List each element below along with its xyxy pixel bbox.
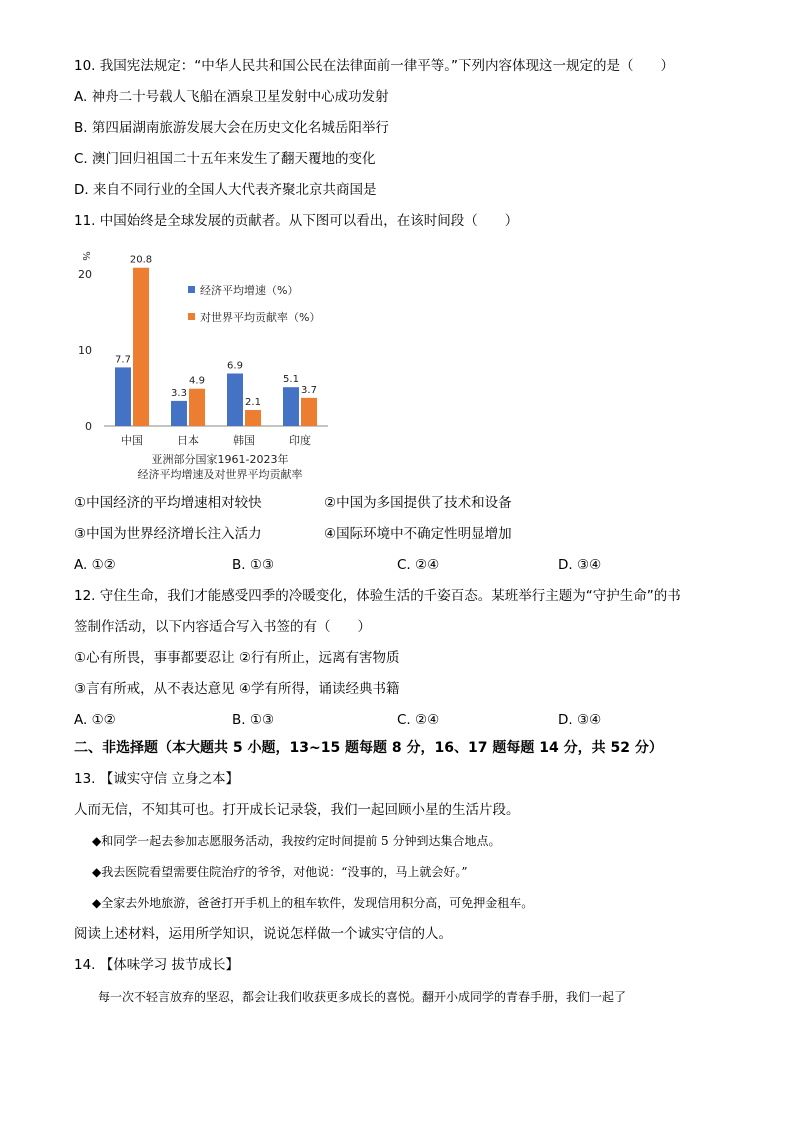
x-tick-label: 中国	[121, 434, 143, 447]
q11-choice-a[interactable]: A. ①②	[74, 557, 116, 573]
q13-bullet-2: ◆我去医院看望需要住院治疗的爷爷，对他说：“没事的，马上就会好。”	[92, 865, 468, 879]
bar	[189, 389, 205, 426]
q11-choice-c[interactable]: C. ②④	[397, 557, 440, 573]
y-tick-label: 10	[78, 343, 92, 357]
data-label: 4.9	[189, 375, 205, 387]
q11-stem: 11. 中国始终是全球发展的贡献者。从下图可以看出，在该时间段（ ）	[74, 213, 519, 229]
bar-chart	[70, 238, 350, 483]
q12-items-line1: ①心有所畏，事事都要忍让 ②行有所止，远离有害物质	[74, 650, 400, 666]
legend-swatch	[188, 313, 195, 320]
bar	[133, 268, 149, 426]
data-label: 6.9	[227, 360, 243, 372]
legend-swatch	[188, 286, 195, 293]
data-label: 3.7	[301, 384, 317, 396]
bar	[227, 374, 243, 427]
x-tick-label: 日本	[177, 434, 199, 447]
chart-title: 亚洲部分国家1961-2023年	[151, 453, 289, 466]
x-tick-label: 韩国	[233, 434, 255, 447]
y-tick-label: 20	[78, 267, 92, 281]
q10-option-b: B. 第四届湖南旅游发展大会在历史文化名城岳阳举行	[74, 120, 389, 136]
q11-item-3: ③中国为世界经济增长注入活力	[74, 526, 262, 542]
section-heading: 二、非选择题（本大题共 5 小题，13~15 题每题 8 分，16、17 题每题 14 分，共 52 分）	[74, 740, 663, 756]
bar	[171, 401, 187, 426]
q13-task: 阅读上述材料，运用所学知识，说说怎样做一个诚实守信的人。	[74, 926, 452, 942]
q13-intro: 人而无信，不知其可也。打开成长记录袋，我们一起回顾小星的生活片段。	[74, 802, 520, 818]
data-label: 5.1	[283, 374, 299, 386]
q11-choice-d[interactable]: D. ③④	[558, 557, 602, 573]
x-tick-label: 印度	[289, 434, 311, 447]
bar	[245, 410, 261, 426]
q13-bullet-3: ◆全家去外地旅游，爸爸打开手机上的租车软件，发现信用积分高，可免押金租车。	[92, 896, 534, 910]
q11-item-1: ①中国经济的平均增速相对较快	[74, 495, 262, 511]
q11-choice-b[interactable]: B. ①③	[232, 557, 275, 573]
data-label: 7.7	[115, 354, 131, 366]
y-tick-label: 0	[85, 420, 92, 433]
y-axis-unit: %	[80, 251, 91, 261]
chart-subtitle: 经济平均增速及对世界平均贡献率	[137, 468, 303, 481]
data-label: 2.1	[245, 397, 261, 409]
q12-choice-a[interactable]: A. ①②	[74, 712, 116, 728]
data-label: 20.8	[129, 254, 153, 266]
data-label: 3.3	[171, 387, 187, 399]
q13-title: 13. 【诚实守信 立身之本】	[74, 771, 240, 787]
bar	[115, 367, 131, 426]
q12-stem-line1: 12. 守住生命，我们才能感受四季的冷暖变化，体验生活的千姿百态。某班举行主题为“守护生命”的书	[74, 588, 681, 604]
q12-choice-c[interactable]: C. ②④	[397, 712, 440, 728]
bar	[301, 398, 317, 426]
legend-label: 经济平均增速（%）	[200, 284, 299, 297]
q10-stem: 10. 我国宪法规定：“中华人民共和国公民在法律面前一律平等。”下列内容体现这一规定的是（ ）	[74, 58, 674, 74]
q12-stem-line2: 签制作活动，以下内容适合写入书签的有（ ）	[74, 619, 371, 635]
bar	[283, 387, 299, 426]
q12-choice-d[interactable]: D. ③④	[558, 712, 602, 728]
q13-bullet-1: ◆和同学一起去参加志愿服务活动，我按约定时间提前 5 分钟到达集合地点。	[92, 834, 501, 848]
q10-option-a: A. 神舟二十号载人飞船在酒泉卫星发射中心成功发射	[74, 89, 389, 105]
q12-choice-b[interactable]: B. ①③	[232, 712, 275, 728]
q12-items-line2: ③言有所戒，从不表达意见 ④学有所得，诵读经典书籍	[74, 681, 400, 697]
q11-item-4: ④国际环境中不确定性明显增加	[324, 526, 512, 542]
q10-option-d: D. 来自不同行业的全国人大代表齐聚北京共商国是	[74, 182, 377, 198]
legend-label: 对世界平均贡献率（%）	[200, 311, 321, 324]
q11-item-2: ②中国为多国提供了技术和设备	[324, 495, 512, 511]
q10-option-c: C. 澳门回归祖国二十五年来发生了翻天覆地的变化	[74, 151, 376, 167]
q14-title: 14. 【体味学习 拔节成长】	[74, 957, 240, 973]
q14-text: 每一次不轻言放弃的坚忍，都会让我们收获更多成长的喜悦。翻开小成同学的青春手册，我们一起了	[98, 990, 627, 1004]
